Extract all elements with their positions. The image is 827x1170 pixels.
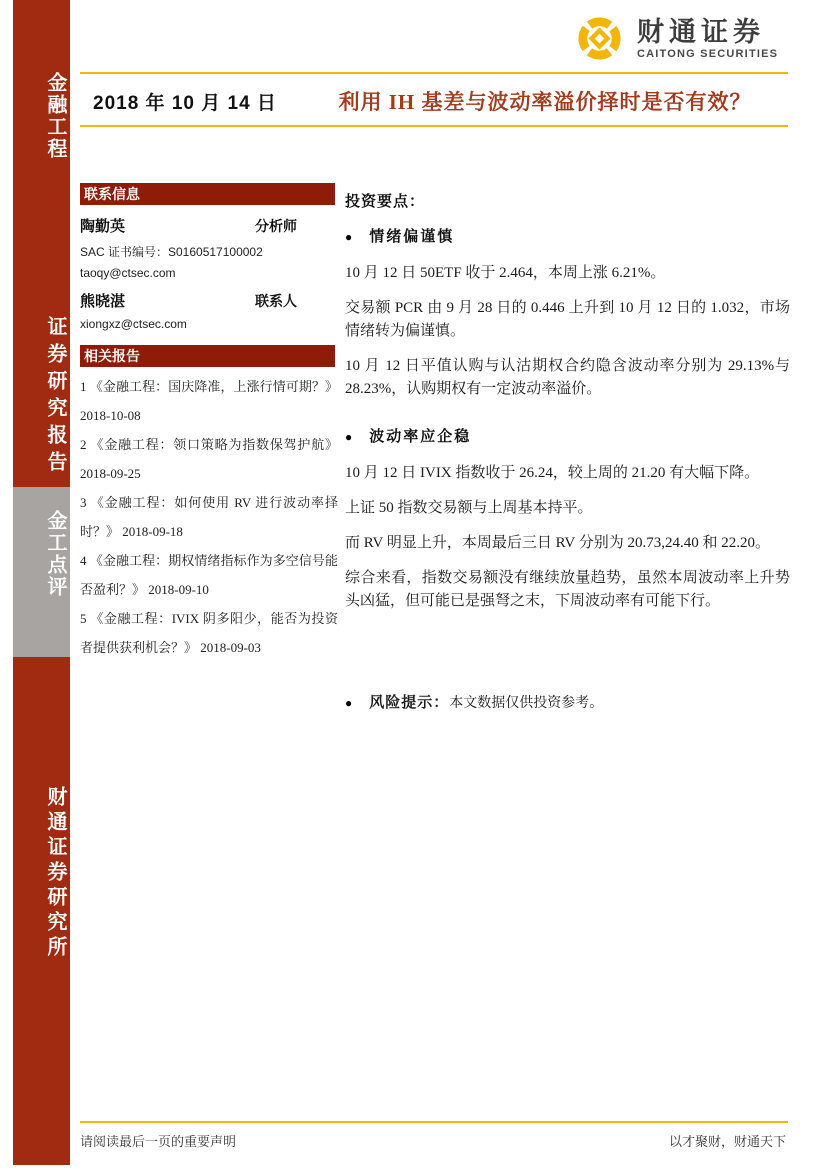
header-divider-top [80,72,788,74]
related-report-item: 2 《金融工程：领口策略为指数保驾护航》 2018-09-25 [80,437,338,481]
sidebar-label-fin-eng-commentary: 金工点评 [44,510,66,598]
related-report-item: 5 《金融工程：IVIX 阴多阳少，能否为投资者提供获利机会？》 2018-09-03 [80,611,338,655]
section-sentiment [345,227,790,248]
caitong-coin-icon [576,15,623,62]
sidebar-label-financial-engineering: 金融工程 [44,72,66,160]
sidebar-label-research-institute: 财通证券研究所 [44,786,66,961]
contact-person [80,290,335,331]
report-date: 2018 年 10 月 14 日 [93,93,277,114]
section-volatility [345,427,790,448]
footer-slogan: 以才聚财，财通天下 [668,1134,786,1149]
investment-highlights-heading: 投资要点： [345,194,426,210]
paragraph-sse50-volume: 上证 50 指数交易额与上周基本持平。 [345,500,593,516]
section-volatility-title: 波动率应企稳 [369,429,472,445]
header-divider-title [80,125,788,127]
bullet-icon: ● [345,230,353,244]
contact-section [80,209,335,331]
footer-disclaimer: 请阅读最后一页的重要声明 [80,1134,237,1149]
paragraph-ivix: 10 月 12 日 IVIX 指数收于 26.24，较上周的 21.20 有大幅下降。 [345,465,760,481]
related-report-item: 1 《金融工程：国庆降准，上涨行情可期？》 2018-10-08 [80,379,338,423]
contact-section-header: 联系信息 [80,183,335,205]
brand-name-en: CAITONG SECURITIES [637,48,779,60]
related-reports-header: 相关报告 [80,345,335,367]
contact-name: 熊晓湛 [80,294,126,310]
analyst-email: taoqy@ctsec.com [80,266,176,280]
risk-warning [345,693,790,714]
risk-warning-text: 本文数据仅供投资参考。 [449,696,604,711]
contact-role: 联系人 [255,295,297,310]
paragraph-rv: 而 RV 明显上升，本周最后三日 RV 分别为 20.73,24.40 和 22.20。 [345,535,770,551]
related-reports-list [80,372,338,662]
bullet-icon: ● [345,430,353,444]
related-report-item: 4 《金融工程：期权情绪指标作为多空信号能否盈利？》 2018-09-10 [80,553,338,597]
brand-logo [576,15,778,62]
analyst-cert-number: SAC 证书编号：S0160517100002 [80,245,263,259]
footer-divider [80,1121,788,1123]
analyst-role: 分析师 [255,220,297,235]
bullet-icon: ● [345,696,353,710]
paragraph-pcr: 交易额 PCR 由 9 月 28 日的 0.446 上升到 10 月 12 日的 1.032，市场情绪转为偏谨慎。 [345,300,790,339]
related-report-item: 3 《金融工程：如何使用 RV 进行波动率择时？》 2018-09-18 [80,495,338,539]
paragraph-summary: 综合来看，指数交易额没有继续放量趋势，虽然本周波动率上升势头凶猛，但可能已是强弩之末，下周波动率有可能下行。 [345,570,790,609]
report-title: 利用 IH 基差与波动率溢价择时是否有效？ [338,90,752,114]
paragraph-50etf-close: 10 月 12 日 50ETF 收于 2.464，本周上涨 6.21%。 [345,265,666,281]
paragraph-implied-vol: 10 月 12 日平值认购与认沽期权合约隐含波动率分别为 29.13%与 28.23%，认购期权有一定波动率溢价。 [345,358,790,397]
main-content [345,190,790,728]
section-sentiment-title: 情绪偏谨慎 [369,229,455,245]
sidebar-label-research-report: 证券研究报告 [44,316,66,478]
contact-person [80,215,335,280]
risk-warning-label: 风险提示： [369,695,450,711]
contact-email: xiongxz@ctsec.com [80,317,187,331]
brand-name-cn: 财通证券 [637,17,765,47]
analyst-name: 陶勤英 [80,219,126,235]
